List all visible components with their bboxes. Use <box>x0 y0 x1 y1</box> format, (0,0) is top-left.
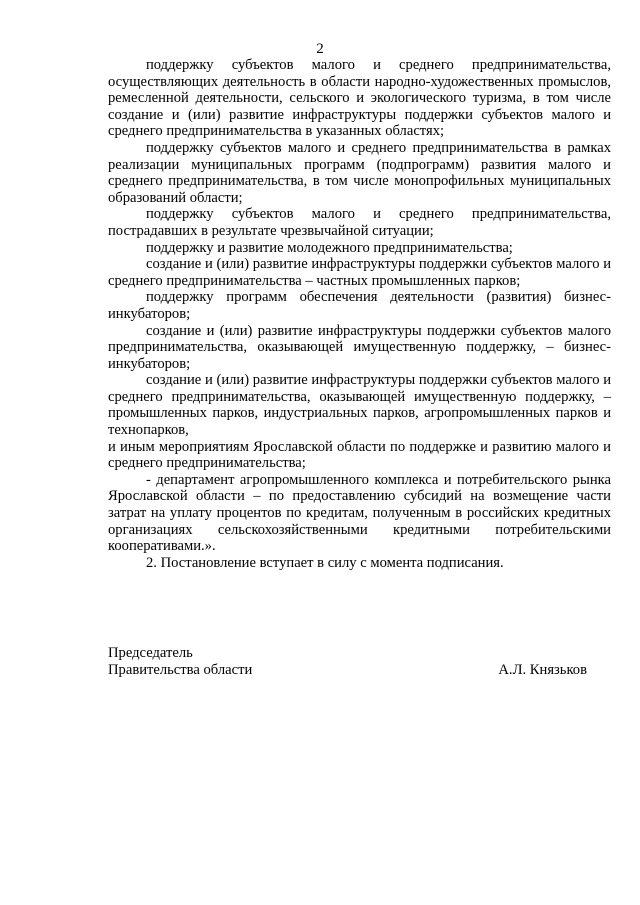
paragraph-business-incubators: создание и (или) развитие инфраструктуры поддержки субъектов малого предпринимательства, оказывающей имущественную поддержку, – бизнес-инкубаторов; <box>108 322 611 372</box>
document-body <box>108 57 611 571</box>
page-number: 2 <box>316 41 324 57</box>
paragraph-emergency-support: поддержку субъектов малого и среднего предпринимательства, пострадавших в результате чрезвычайной ситуации; <box>108 206 611 239</box>
paragraph-youth-entrepreneurship: поддержку и развитие молодежного предпринимательства; <box>146 239 513 256</box>
signatory-title-line2: Правительства области <box>108 662 253 678</box>
paragraph-business-incubator-programs: поддержку программ обеспечения деятельности (развития) бизнес-инкубаторов; <box>108 289 611 322</box>
paragraph-industrial-technoparks: создание и (или) развитие инфраструктуры поддержки субъектов малого и среднего предпринимательства, оказывающей имущественную поддержку, – промышленных парков, индустриальных парков, агропромышленных парков и технопарков, <box>108 372 611 439</box>
paragraph-folk-crafts-support: поддержку субъектов малого и среднего предпринимательства, осуществляющих деятельность в области народно-художественных промыслов, ремесленной деятельности, сельского и экологического туризма, в том числе создание и (или) развитие инфраструктуры поддержки субъектов малого и среднего предпринимательства в указанных областях; <box>108 57 611 140</box>
paragraph-private-industrial-parks: создание и (или) развитие инфраструктуры поддержки субъектов малого и среднего предпринимательства – частных промышленных парков; <box>108 256 611 289</box>
paragraph-effective-date: 2. Постановление вступает в силу с момента подписания. <box>146 554 504 571</box>
paragraph-municipal-programs-support: поддержку субъектов малого и среднего предпринимательства в рамках реализации муниципальных программ (подпрограмм) развития малого и среднего предпринимательства, в том числе монопрофильных муниципальных образований области; <box>108 139 611 206</box>
signatory-title-line1: Председатель <box>108 645 193 661</box>
signature-row <box>108 662 611 679</box>
paragraph-agro-department: - департамент агропромышленного комплекса и потребительского рынка Ярославской области – по предоставлению субсидий на возмещение части затрат на уплату процентов по кредитам, полученным в российских кредитных организациях сельскохозяйственными кредитными потребительскими кооперативами.». <box>108 471 611 555</box>
signature-block <box>108 645 611 679</box>
signatory-name: А.Л. Князьков <box>498 662 587 678</box>
paragraph-other-measures: и иным мероприятиям Ярославской области по поддержке и развитию малого и среднего предпринимательства; <box>108 438 611 472</box>
